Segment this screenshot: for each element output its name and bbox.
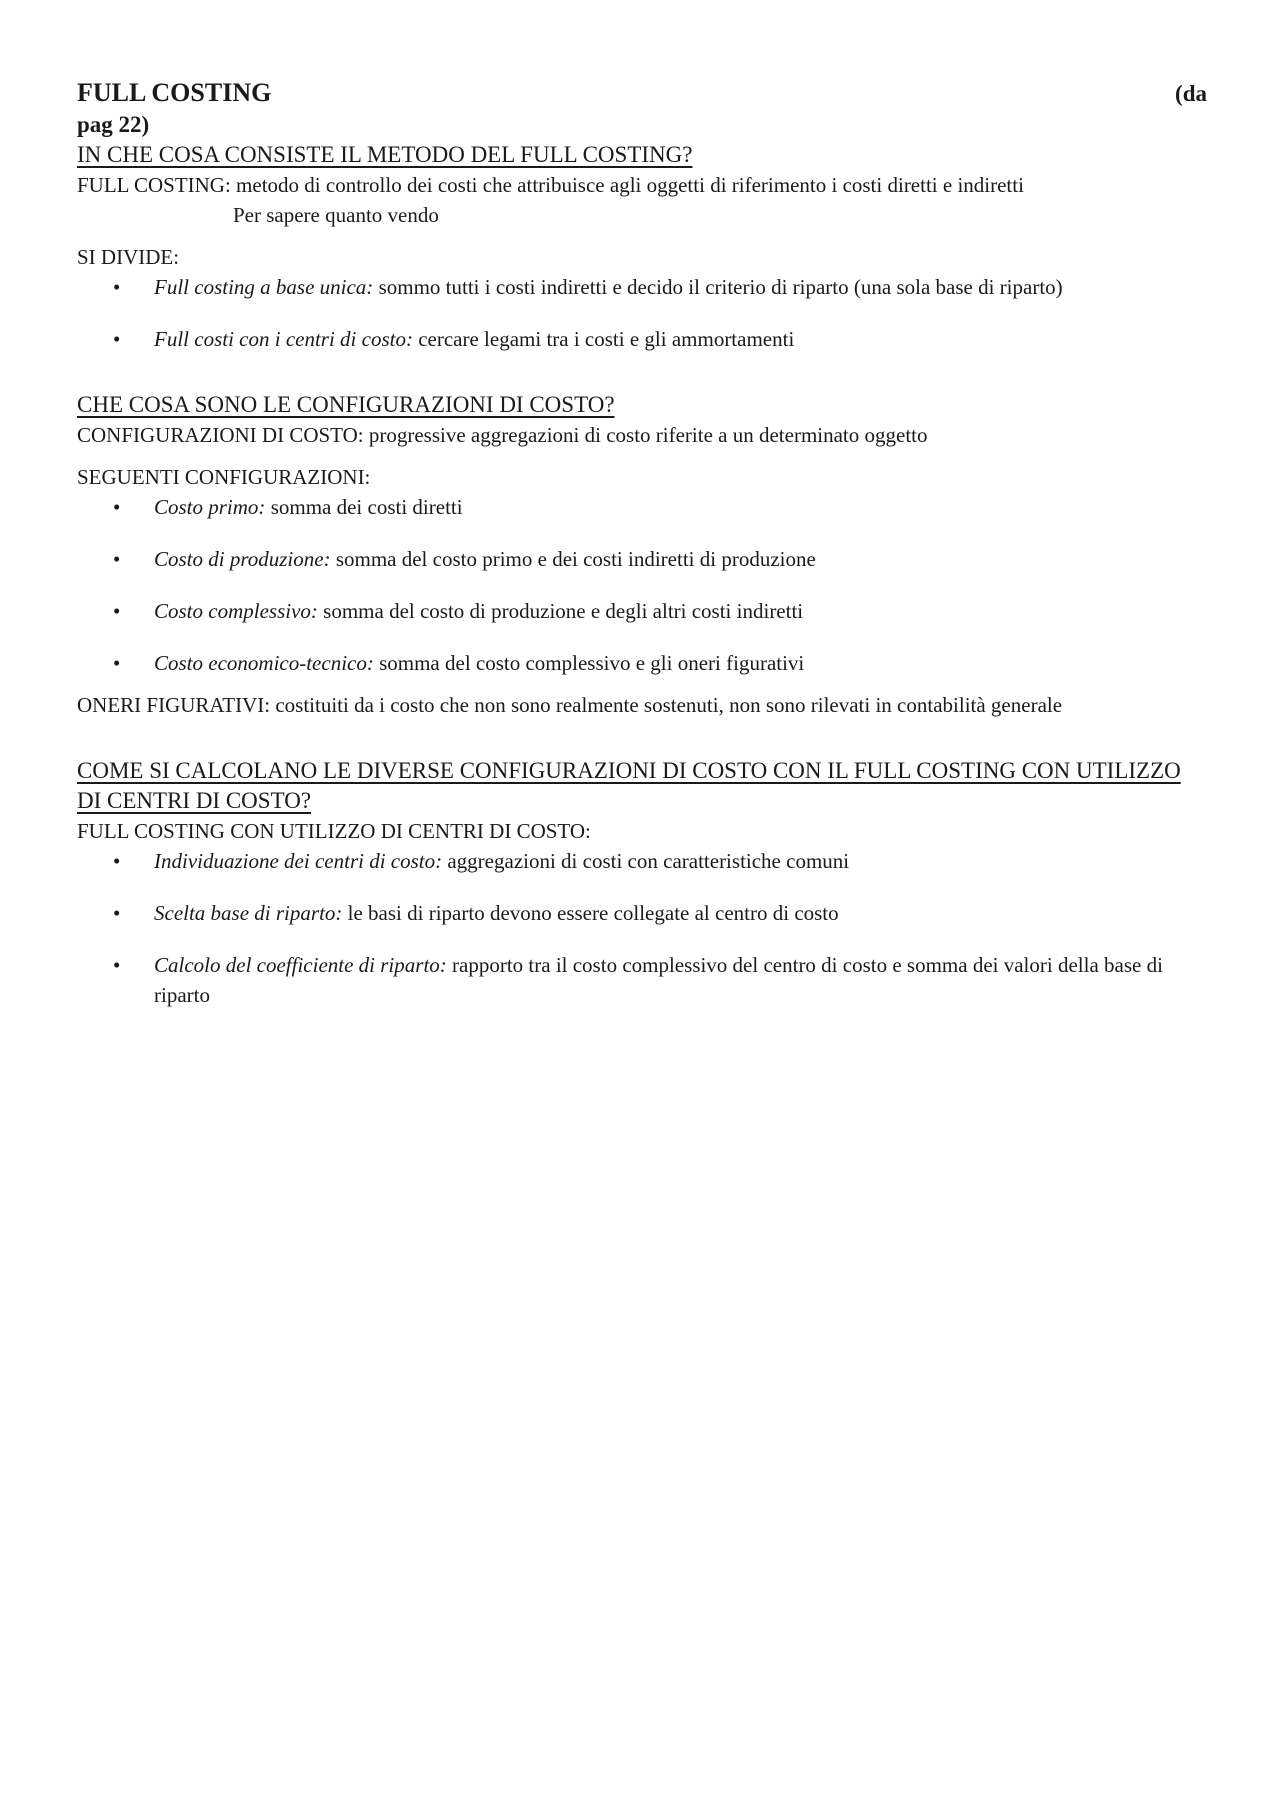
section-2-question: CHE COSA SONO LE CONFIGURAZIONI DI COSTO? bbox=[77, 392, 615, 417]
list-item-term: Scelta base di riparto: bbox=[154, 901, 343, 925]
section-1-list bbox=[77, 272, 1207, 354]
list-item-text: somma del costo primo e dei costi indiretti di produzione bbox=[330, 547, 816, 571]
section-2-note: ONERI FIGURATIVI: costituiti da i costo che non sono realmente sostenuti, non sono rilevati in contabilità generale bbox=[77, 693, 1063, 717]
bullet-icon: • bbox=[113, 327, 121, 351]
list-item bbox=[77, 272, 1207, 302]
list-item-term: Full costing a base unica: bbox=[154, 275, 374, 299]
page-reference-close: pag 22) bbox=[77, 112, 150, 137]
section-2-definition: CONFIGURAZIONI DI COSTO: progressive aggregazioni di costo riferite a un determinato oggetto bbox=[77, 423, 928, 447]
document-title: FULL COSTING bbox=[77, 78, 272, 107]
bullet-icon: • bbox=[113, 495, 121, 519]
page-reference-open: (da bbox=[1175, 81, 1207, 106]
list-item bbox=[77, 648, 1207, 678]
list-item bbox=[77, 950, 1207, 1010]
section-3-list-intro: FULL COSTING CON UTILIZZO DI CENTRI DI COSTO: bbox=[77, 819, 591, 843]
list-item-text: somma dei costi diretti bbox=[265, 495, 463, 519]
list-item-text: somma del costo complessivo e gli oneri figurativi bbox=[373, 651, 805, 675]
list-item-term: Costo primo: bbox=[154, 495, 266, 519]
section-1-question: IN CHE COSA CONSISTE IL METODO DEL FULL COSTING? bbox=[77, 142, 693, 167]
list-item-text: somma del costo di produzione e degli altri costi indiretti bbox=[317, 599, 804, 623]
bullet-icon: • bbox=[113, 599, 121, 623]
bullet-icon: • bbox=[113, 901, 121, 925]
bullet-icon: • bbox=[113, 953, 121, 977]
list-item-term: Full costi con i centri di costo: bbox=[154, 327, 413, 351]
list-item bbox=[77, 898, 1207, 928]
list-item bbox=[77, 544, 1207, 574]
list-item bbox=[77, 324, 1207, 354]
section-3-list bbox=[77, 846, 1207, 1010]
list-item-term: Costo economico-tecnico: bbox=[154, 651, 374, 675]
section-1-list-intro: SI DIVIDE: bbox=[77, 245, 180, 269]
list-item-term: Costo di produzione: bbox=[154, 547, 331, 571]
bullet-icon: • bbox=[113, 275, 121, 299]
list-item-text: cercare legami tra i costi e gli ammortamenti bbox=[412, 327, 795, 351]
section-1-note: Per sapere quanto vendo bbox=[233, 203, 439, 227]
document-title-row bbox=[77, 76, 1207, 110]
list-item bbox=[77, 846, 1207, 876]
list-item bbox=[77, 492, 1207, 522]
bullet-icon: • bbox=[113, 651, 121, 675]
bullet-icon: • bbox=[113, 849, 121, 873]
list-item-term: Individuazione dei centri di costo: bbox=[154, 849, 443, 873]
list-item-text: sommo tutti i costi indiretti e decido il criterio di riparto (una sola base di riparto) bbox=[373, 275, 1063, 299]
bullet-icon: • bbox=[113, 547, 121, 571]
document-page bbox=[77, 76, 1207, 1010]
list-item-text: aggregazioni di costi con caratteristiche comuni bbox=[442, 849, 850, 873]
section-1-definition: FULL COSTING: metodo di controllo dei costi che attribuisce agli oggetti di riferimento i costi diretti e indiretti bbox=[77, 173, 1024, 197]
list-item-term: Costo complessivo: bbox=[154, 599, 318, 623]
section-2-list-intro: SEGUENTI CONFIGURAZIONI: bbox=[77, 465, 371, 489]
list-item bbox=[77, 596, 1207, 626]
section-2-list bbox=[77, 492, 1207, 678]
list-item-text: le basi di riparto devono essere collegate al centro di costo bbox=[342, 901, 839, 925]
list-item-text: rapporto tra il costo complessivo del centro di costo e somma dei valori della base di riparto bbox=[154, 953, 1163, 1007]
section-3-question: COME SI CALCOLANO LE DIVERSE CONFIGURAZIONI DI COSTO CON IL FULL COSTING CON UTILIZZO DI CENTRI DI COSTO? bbox=[77, 758, 1181, 813]
list-item-term: Calcolo del coefficiente di riparto: bbox=[154, 953, 447, 977]
